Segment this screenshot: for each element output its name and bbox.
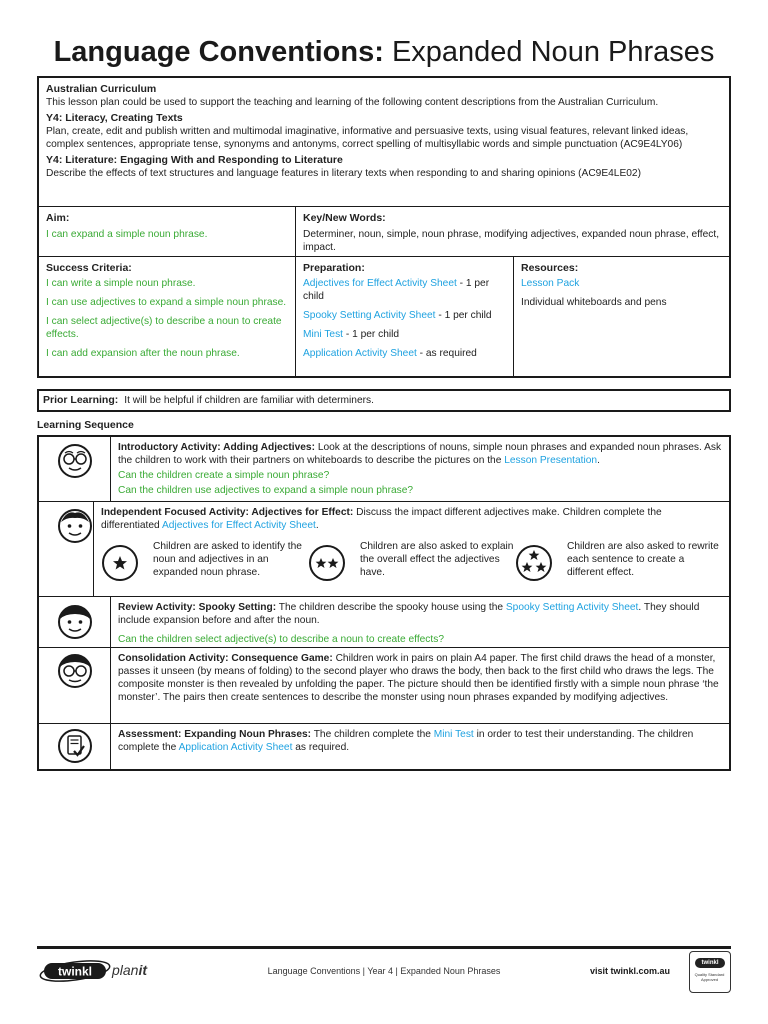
preparation-cell	[296, 257, 514, 376]
resources-heading: Resources:	[521, 262, 579, 274]
aim-text: I can expand a simple noun phrase.	[46, 229, 208, 240]
three-star-item	[515, 540, 722, 582]
review-activity-row	[39, 597, 729, 648]
one-star-text: Children are asked to identify the noun and adjectives in an expanded noun phrase.	[153, 541, 302, 578]
assessment-heading: Assessment: Expanding Noun Phrases:	[118, 729, 312, 740]
keywords-text: Determiner, noun, simple, noun phrase, modifying adjectives, expanded noun phrase, effect, impact.	[303, 229, 720, 253]
footer-title: Language Conventions | Year 4 | Expanded Noun Phrases	[267, 966, 501, 976]
keywords-cell	[296, 207, 729, 256]
keywords-heading: Key/New Words:	[303, 212, 386, 224]
quality-standard-badge: twinkl Quality Standard Approved	[689, 951, 731, 993]
intro-question: Can the children use adjectives to expand a simple noun phrase?	[118, 485, 414, 496]
preparation-heading: Preparation:	[303, 262, 365, 274]
curriculum-heading: Australian Curriculum	[46, 83, 157, 95]
success-heading: Success Criteria:	[46, 262, 132, 274]
assessment-check-icon	[57, 728, 93, 764]
review-content: Review Activity: Spooky Setting: The children describe the spooky house using the Spooky Setting Activity Sheet. They should include expansion before and after the noun. Can the children select adjective(s) to describe a noun to create effects?	[111, 597, 729, 647]
page-title: Language Conventions: Expanded Noun Phrases	[53, 36, 715, 68]
face-glasses-icon	[57, 443, 93, 479]
lesson-pack-link[interactable]: Lesson Pack	[521, 278, 580, 289]
y4-literature-heading: Y4: Literature: Engaging With and Responding to Literature	[46, 154, 343, 166]
curriculum-intro: This lesson plan could be used to support the teaching and learning of the following content descriptions from the Australian Curriculum.	[46, 97, 659, 108]
prep-item: Spooky Setting Activity Sheet - 1 per child	[303, 310, 492, 321]
success-item: I can write a simple noun phrase.	[46, 278, 196, 289]
consolidation-content: Consolidation Activity: Consequence Game: Children work in pairs on plain A4 paper. The first child draws the head of a monster, passes it unseen (by means of folding) to the second player who draws the body, then back to the first child who draws the legs. The composite monster is then revealed by unfolding the paper. The picture should then be identified firstly with a simple noun phrase ‘the monster’. The pairs then create sentences to describe the monster using noun phrases expanded by modifying adjectives.	[118, 653, 719, 703]
resources-text: Individual whiteboards and pens	[521, 297, 667, 308]
face-smile-icon	[57, 604, 93, 640]
curriculum-section	[37, 76, 731, 207]
face-happy-icon	[57, 508, 93, 544]
planit-wordmark: planit	[112, 962, 148, 978]
one-star-icon	[101, 544, 139, 582]
application-sheet-link[interactable]: Application Activity Sheet	[303, 348, 417, 359]
aim-cell	[39, 207, 296, 256]
intro-content: Introductory Activity: Adding Adjectives: Look at the descriptions of nouns, simple noun phrases and expanded noun phrases. Ask the children to work with their partners on whiteboards to describe the pictures on the Lesson Presentation. Can the children create a simple noun phrase? Can the children use adjectives to expand a simple noun phrase?	[118, 442, 722, 496]
consolidation-heading: Consolidation Activity: Consequence Game:	[118, 653, 333, 664]
resources-cell	[514, 257, 729, 376]
footer-divider	[37, 946, 731, 949]
success-item: I can select adjective(s) to describe a noun to create effects.	[46, 316, 282, 340]
review-question: Can the children select adjective(s) to describe a noun to create effects?	[118, 634, 444, 645]
independent-activity-row	[39, 502, 729, 597]
prep-item: Mini Test - 1 per child	[303, 329, 400, 340]
differentiation-row	[101, 540, 722, 582]
mini-test-link[interactable]: Mini Test	[433, 729, 474, 740]
adjectives-sheet-link[interactable]: Adjectives for Effect Activity Sheet	[303, 278, 457, 289]
spooky-sheet-link[interactable]: Spooky Setting Activity Sheet	[505, 602, 639, 613]
prep-item: Adjectives for Effect Activity Sheet - 1 per child	[303, 278, 490, 302]
y4-literacy-heading: Y4: Literacy, Creating Texts	[46, 112, 183, 124]
icon-cell	[39, 437, 111, 501]
two-star-text: Children are also asked to explain the overall effect the adjectives have.	[360, 541, 514, 578]
y4-literature-text: Describe the effects of text structures and language features in literary texts when responding to and sharing opinions (AC9E4LE02)	[46, 168, 641, 179]
assessment-content: Assessment: Expanding Noun Phrases: The children complete the Mini Test in order to test their understanding. The children complete the Application Activity Sheet as required.	[118, 729, 694, 753]
independent-heading: Independent Focused Activity: Adjectives for Effect:	[101, 507, 354, 518]
review-heading: Review Activity: Spooky Setting:	[118, 602, 277, 613]
prep-item: Application Activity Sheet - as required	[303, 348, 477, 359]
logo-text: twinkl	[57, 964, 93, 979]
icon-cell	[39, 597, 111, 647]
one-star-item	[101, 540, 308, 582]
lesson-presentation-link[interactable]: Lesson Presentation	[504, 455, 598, 466]
learning-sequence-table	[37, 435, 731, 771]
two-star-icon	[308, 544, 346, 582]
intro-question: Can the children create a simple noun phrase?	[118, 470, 330, 481]
learning-sequence-heading: Learning Sequence	[37, 419, 134, 431]
criteria-row	[37, 257, 731, 378]
three-star-icon	[515, 544, 553, 582]
aim-keywords-row	[37, 207, 731, 257]
two-star-item	[308, 540, 515, 582]
consolidation-activity-row	[39, 648, 729, 724]
icon-cell	[39, 648, 111, 723]
three-star-text: Children are also asked to rewrite each sentence to create a different effect.	[567, 541, 719, 578]
prior-heading: Prior Learning:	[43, 394, 119, 406]
spooky-sheet-link[interactable]: Spooky Setting Activity Sheet	[303, 310, 436, 321]
prior-text: It will be helpful if children are familiar with determiners.	[124, 395, 374, 406]
face-glasses-icon	[57, 653, 93, 689]
icon-cell	[39, 502, 94, 596]
adjectives-sheet-link[interactable]: Adjectives for Effect Activity Sheet	[162, 520, 316, 531]
mini-test-link[interactable]: Mini Test	[303, 329, 344, 340]
aim-heading: Aim:	[46, 212, 70, 224]
intro-heading: Introductory Activity: Adding Adjectives:	[118, 442, 315, 453]
success-criteria-cell	[39, 257, 296, 376]
intro-activity-row	[39, 437, 729, 502]
success-item: I can add expansion after the noun phrase.	[46, 348, 240, 359]
independent-content: Independent Focused Activity: Adjectives for Effect: Discuss the impact different adjectives make. Children complete the differentiated Adjectives for Effect Activity Sheet. Children are asked to identify the noun and adjectives in an expanded noun phrase. Children are also asked to explain the overall effect the adjectives have. Children are also asked to rewrite each sentence to create a different effect.	[94, 502, 729, 596]
application-sheet-link[interactable]: Application Activity Sheet	[178, 742, 293, 753]
y4-literacy-text: Plan, create, edit and publish written and multimodal imaginative, informative and persuasive texts, using visual features, relevant linked ideas, complex sentences, appropriate tense, synonyms and antonyms, correct spelling of multisyllabic words and simple punctuation (AC9E4LY06)	[46, 126, 689, 150]
success-item: I can use adjectives to expand a simple noun phrase.	[46, 297, 287, 308]
footer-website-link[interactable]: visit twinkl.com.au	[590, 966, 671, 976]
prior-learning	[37, 389, 731, 412]
icon-cell	[39, 724, 111, 769]
assessment-row	[39, 724, 729, 769]
